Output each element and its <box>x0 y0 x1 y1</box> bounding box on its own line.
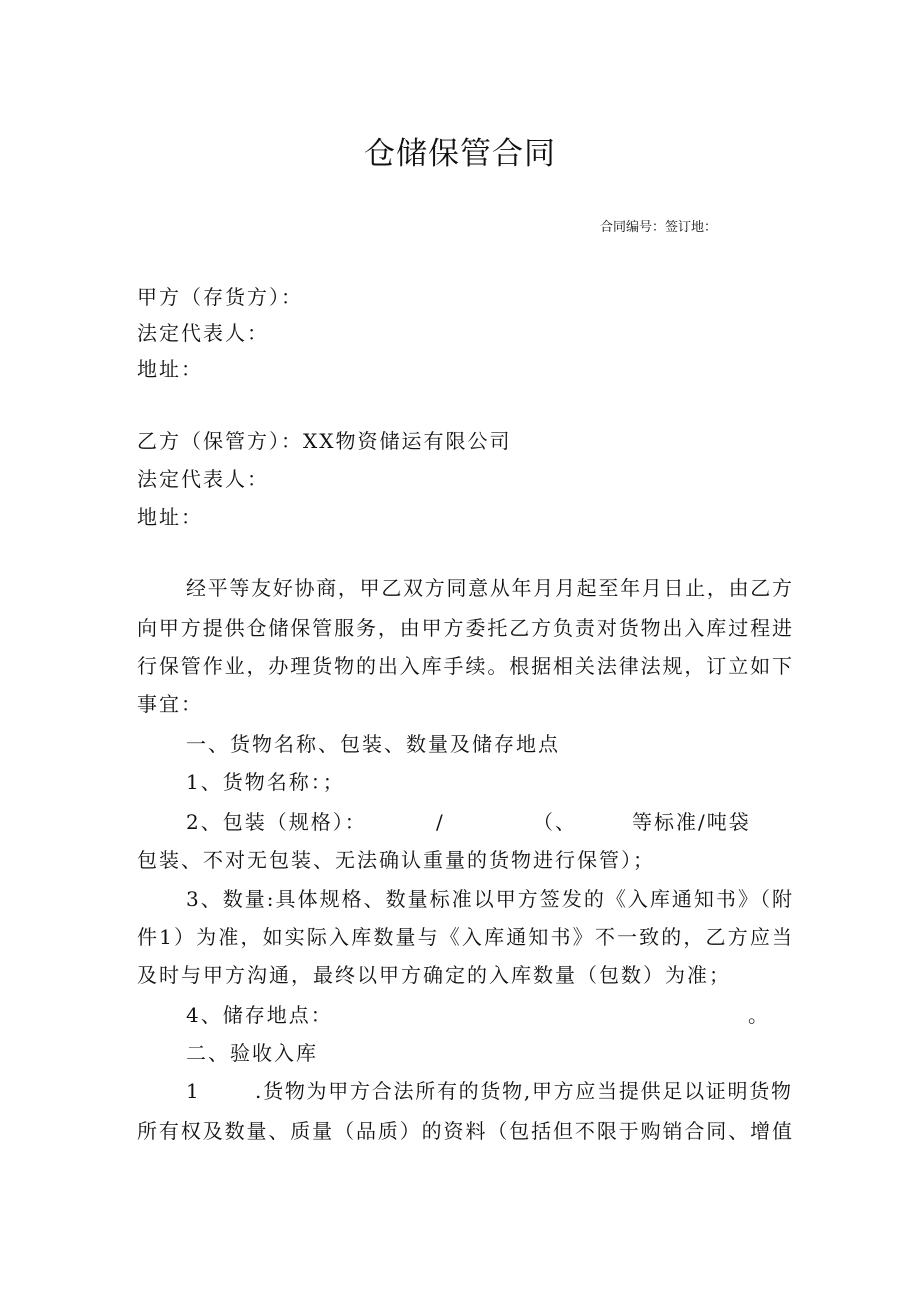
document-title: 仓储保管合同 <box>364 136 556 172</box>
section-1-item-3-line-2: 件1）为准，如实际入库数量与《入库通知书》不一致的，乙方应当 <box>137 925 792 949</box>
item-4-period: 。 <box>748 1003 770 1027</box>
preamble-line-1: 经平等友好协商，甲乙双方同意从年月月起至年月日止，由乙方 <box>186 576 792 600</box>
section-1-item-2-continued: 包装、不对无包装、无法确认重量的货物进行保管）； <box>137 848 655 872</box>
party-b-label: 乙方（保管方）：XX物资储运有限公司 <box>137 429 512 453</box>
section-1-item-3-line-1: 3、数量:具体规格、数量标准以甲方签发的《入库通知书》（附 <box>186 887 792 911</box>
item-2-label: 2、包装（规格）： <box>186 810 367 834</box>
section-2-item-1-line-1: .货物为甲方合法所有的货物,甲方应当提供足以证明货物 <box>255 1079 791 1103</box>
section-2-heading: 二、验收入库 <box>186 1041 318 1065</box>
item-2-standard: 等标准/吨袋 <box>632 810 751 834</box>
preamble-line-2: 向甲方提供仓储保管服务，由甲方委托乙方负责对货物出入库过程进 <box>137 616 792 640</box>
section-1-item-2 <box>186 808 367 836</box>
party-a-address: 地址： <box>137 357 203 381</box>
party-b-representative: 法定代表人： <box>137 467 269 491</box>
section-2-item-1-number: 1 <box>186 1079 201 1103</box>
section-1-item-3-line-3: 及时与甲方沟通，最终以甲方确定的入库数量（包数）为准； <box>137 963 731 987</box>
contract-meta-line: 合同编号：签订地： <box>600 220 718 235</box>
party-b-address: 地址： <box>137 505 203 529</box>
section-1-item-4: 4、储存地点： <box>186 1003 333 1027</box>
section-1-heading: 一、货物名称、包装、数量及储存地点 <box>186 732 560 756</box>
party-a-representative: 法定代表人： <box>137 321 269 345</box>
item-2-slash: / <box>436 810 445 834</box>
section-1-item-1: 1、货物名称：； <box>186 770 345 794</box>
preamble-line-4: 事宜： <box>137 692 203 716</box>
party-a-label: 甲方（存货方）： <box>137 285 303 309</box>
section-2-item-1-line-2: 所有权及数量、质量（品质）的资料（包括但不限于购销合同、增值 <box>137 1119 792 1143</box>
item-2-paren: （、 <box>533 810 577 834</box>
preamble-line-3: 行保管作业，办理货物的出入库手续。根据相关法律法规，订立如下 <box>137 654 792 678</box>
